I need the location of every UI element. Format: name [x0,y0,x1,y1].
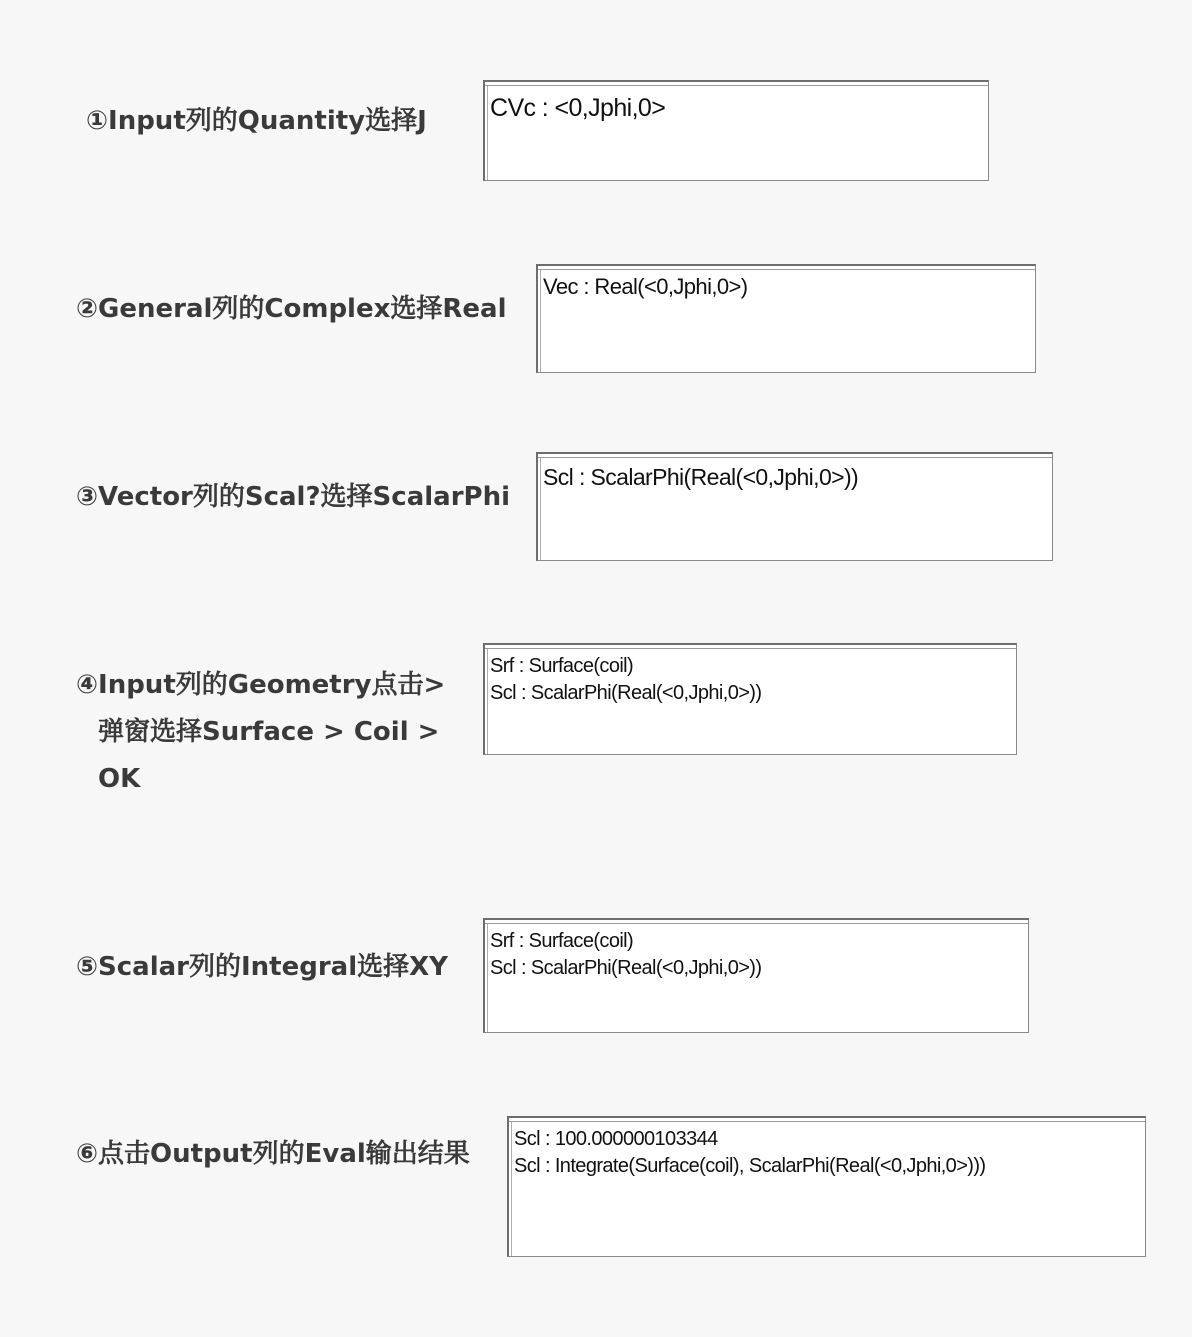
step-3-stack-box [536,452,1053,561]
step-4-label-line-2: 弹窗选择Surface > Coil > [98,717,440,747]
step-3-label: ③Vector列的Scal?选择ScalarPhi [76,482,510,512]
step-4-label-line-1: ④Input列的Geometry点击> [76,670,446,700]
step-6-stack-box [507,1116,1146,1257]
step-6-label: ⑥点击Output列的Eval输出结果 [76,1139,470,1169]
stack-line: Srf : Surface(coil) [490,930,634,952]
stack-line: Scl : ScalarPhi(Real(<0,Jphi,0>)) [490,682,762,704]
step-4-label [76,662,445,803]
step-1-stack-box [483,80,989,181]
stack-line: Scl : ScalarPhi(Real(<0,Jphi,0>)) [543,464,859,490]
stack-line: CVc : <0,Jphi,0> [490,94,666,122]
step-2-label: ②General列的Complex选择Real [76,294,507,324]
step-5-stack-box [483,918,1029,1033]
step-5-label: ⑤Scalar列的Integral选择XY [76,952,448,982]
stack-line: Vec : Real(<0,Jphi,0>) [543,274,748,299]
step-2-stack-box [536,264,1036,373]
step-4-stack-box [483,643,1017,755]
stack-line: Scl : Integrate(Surface(coil), ScalarPhi(Real(<0,Jphi,0>))) [514,1155,986,1177]
stack-line: Scl : ScalarPhi(Real(<0,Jphi,0>)) [490,957,762,979]
stack-line: Srf : Surface(coil) [490,655,634,677]
step-1-label: ①Input列的Quantity选择J [86,106,427,136]
stack-line: Scl : 100.000000103344 [514,1128,718,1150]
step-4-label-line-3: OK [98,764,141,794]
